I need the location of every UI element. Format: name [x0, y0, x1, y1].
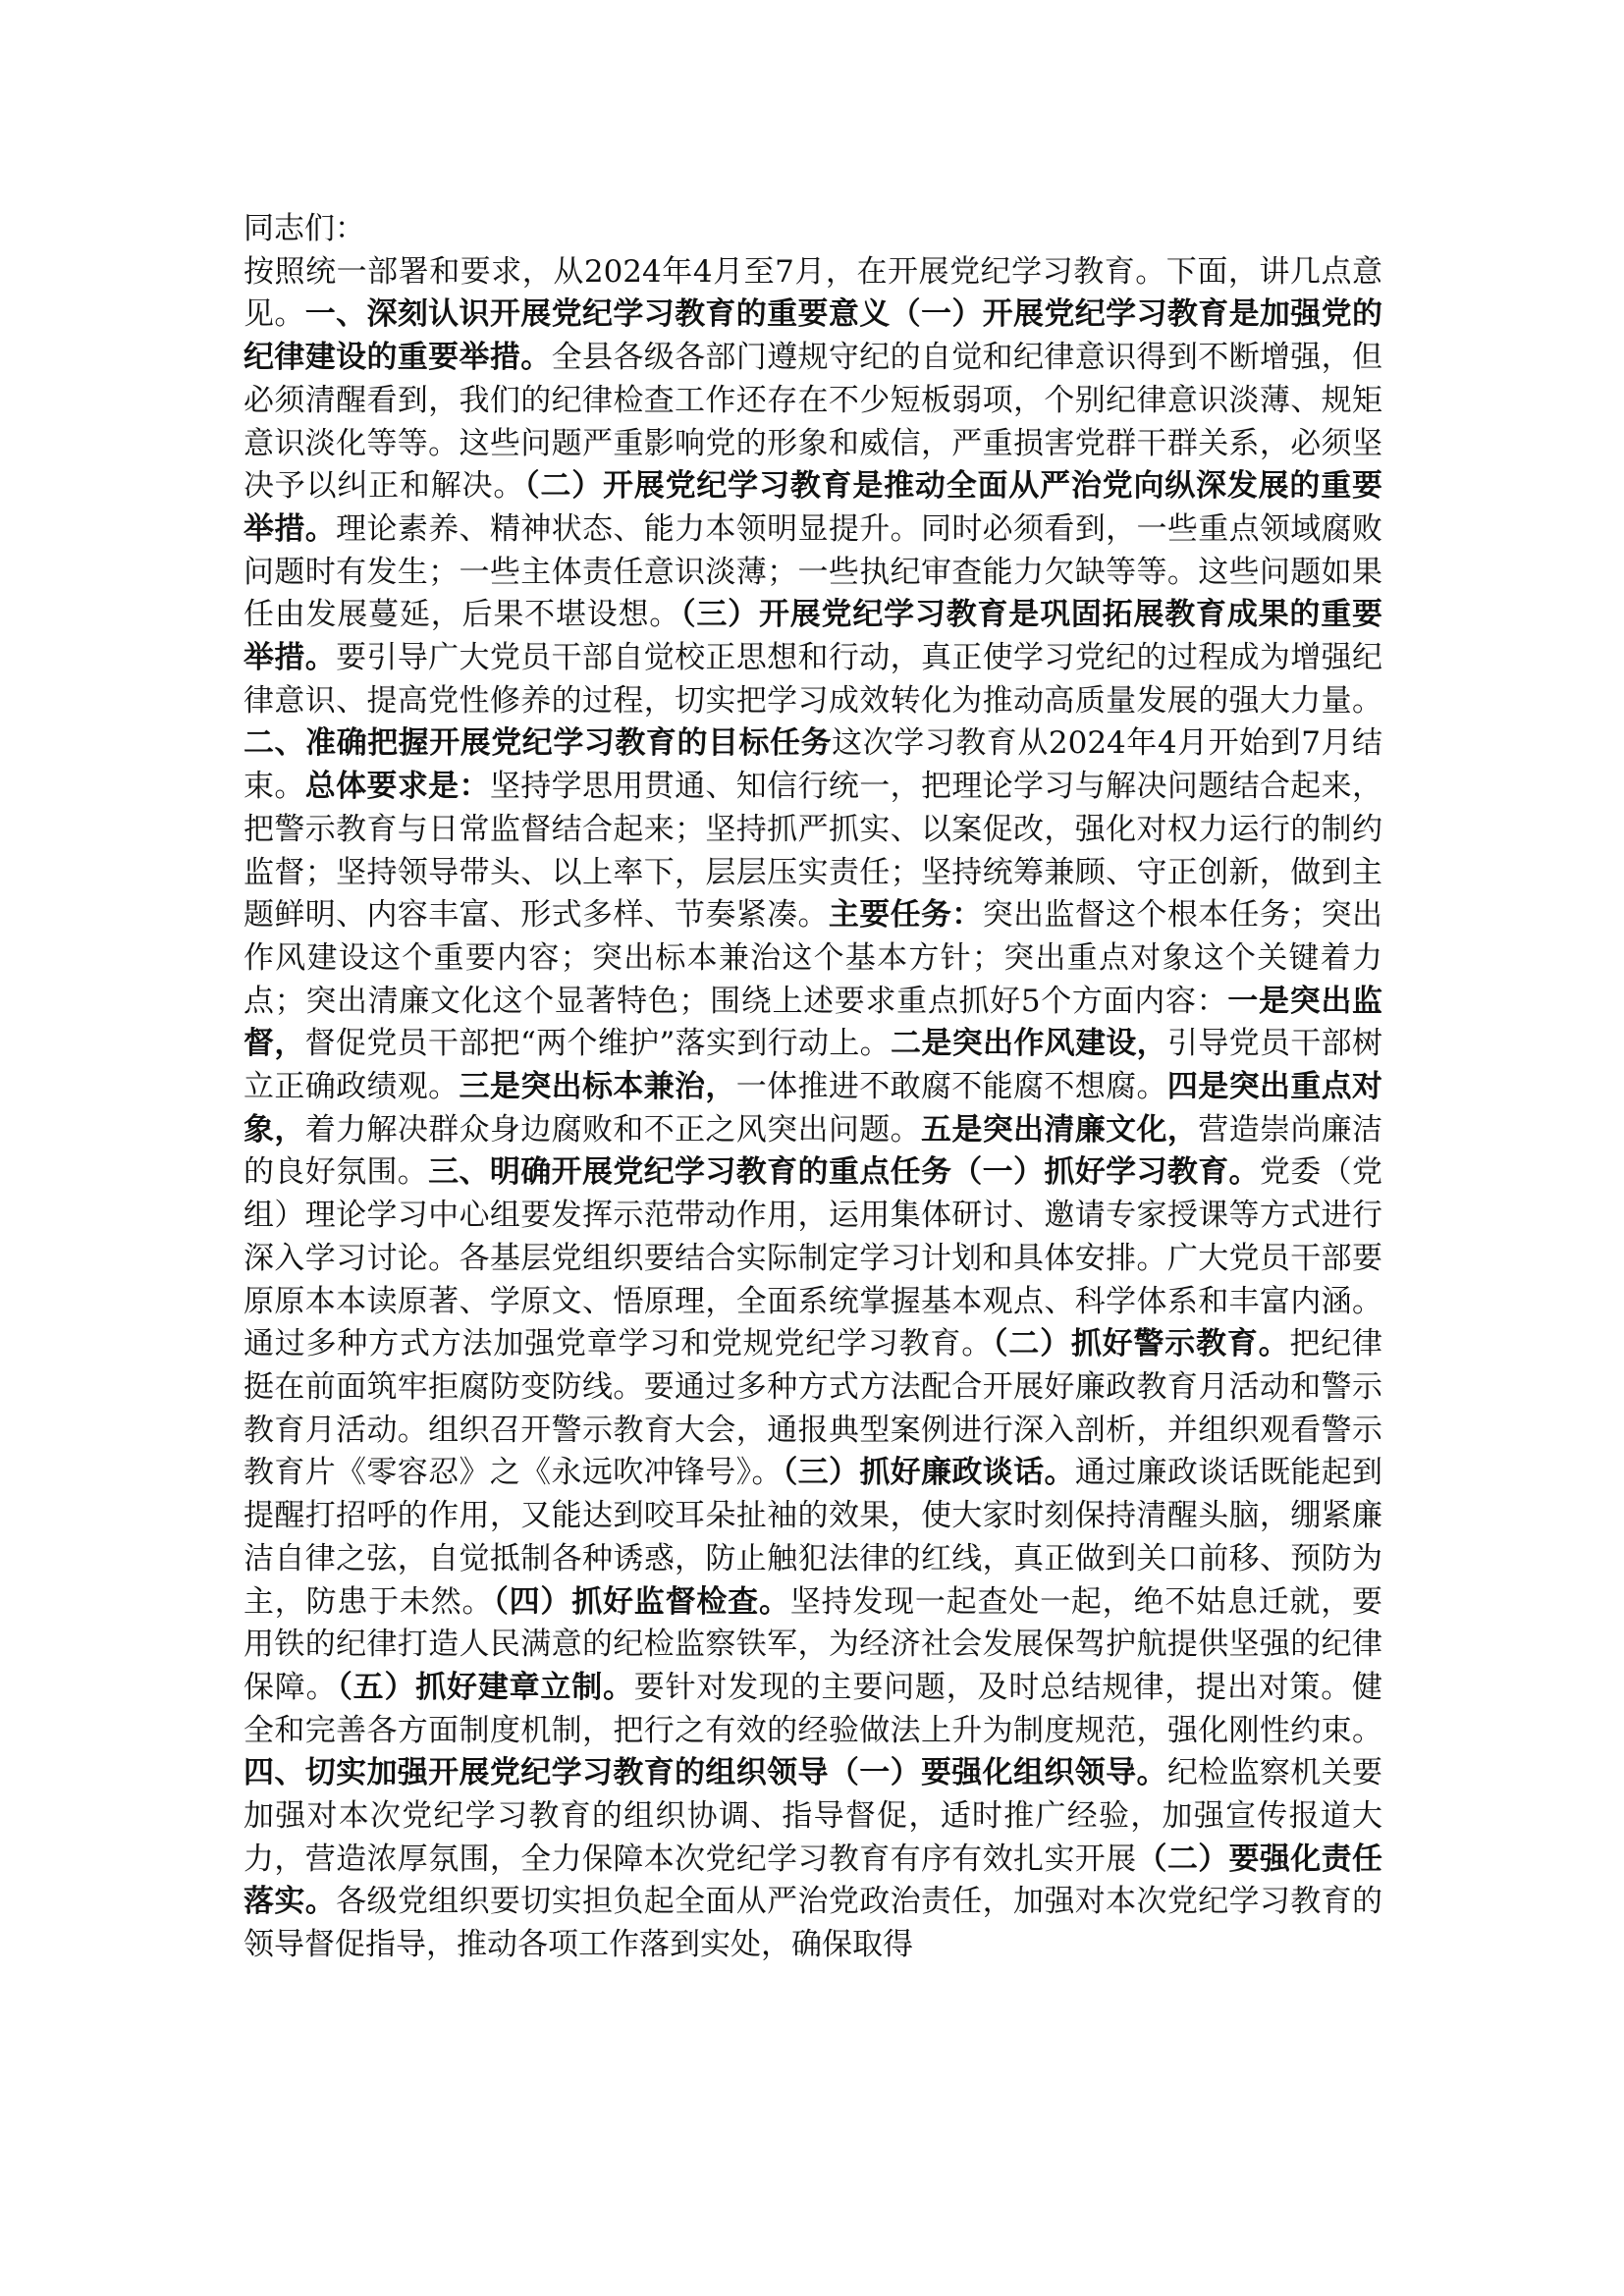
document-body: [244, 208, 1382, 1967]
section-heading: 三是突出标本兼治，: [459, 1069, 736, 1105]
section-heading: 一是突出监督，: [244, 983, 1382, 1062]
body-text: 突出监督这个根本任务；突出作风建设这个重要内容；突出标本兼治这个基本方针；突出重点对象这个关键着力点；突出清廉文化这个显著特色；围绕上述要求重点抓好5个方面内容：: [244, 897, 1383, 1019]
section-heading: （三）开展党纪学习教育是巩固拓展教育成果的重要举措。: [244, 597, 1383, 676]
body-text: 要引导广大党员干部自觉校正思想和行动，真正使学习党纪的过程成为增强纪律意识、提高党性修养的过程，切实把学习成效转化为推动高质量发展的强大力量。: [244, 640, 1383, 719]
body-text: 把纪律挺在前面筑牢拒腐防变防线。要通过多种方式方法配合开展好廉政教育月活动和警示教育月活动。组织召开警示教育大会，通报典型案例进行深入剖析，并组织观看警示教育片《零容忍》之《永远吹冲锋号》。: [244, 1326, 1383, 1491]
section-heading: （二）开展党纪学习教育是推动全面从严治党向纵深发展的重要举措。: [244, 468, 1382, 547]
section-heading: （三）抓好廉政谈话。: [782, 1455, 1075, 1491]
body-text: 这次学习教育从2024年4月开始到7月结束。: [244, 725, 1383, 805]
section-heading: （二）要强化责任落实。: [244, 1841, 1382, 1920]
body-text: 着力解决群众身边腐败和不正之风突出问题。: [304, 1111, 921, 1148]
greeting-line: 同志们：: [244, 211, 365, 246]
body-text: 引导党员干部树立正确政绩观。: [244, 1026, 1383, 1105]
body-text: 通过廉政谈话既能起到提醒打招呼的作用，又能达到咬耳朵扯袖的效果，使大家时刻保持清醒头脑，绷紧廉洁自律之弦，自觉抵制各种诱惑，防止触犯法律的红线，真正做到关口前移、预防为主，防患于未然。: [244, 1455, 1383, 1620]
body-text: 全县各级各部门遵规守纪的自觉和纪律意识得到不断增强，但必须清醒看到，我们的纪律检查工作还存在不少短板弱项，个别纪律意识淡薄、规矩意识淡化等等。这些问题严重影响党的形象和威信，严重损害党群干群关系，必须坚决予以纠正和解决。: [244, 340, 1383, 505]
body-text: 各级党组织要切实担负起全面从严治党政治责任，加强对本次党纪学习教育的领导督促指导，推动各项工作落到实处，确保取得: [244, 1884, 1383, 1963]
body-text: 理论素养、精神状态、能力本领明显提升。同时必须看到，一些重点领域腐败问题时有发生；一些主体责任意识淡薄；一些执纪审查能力欠缺等等。这些问题如果任由发展蔓延，后果不堪设想。: [244, 510, 1383, 633]
body-text: 一体推进不敢腐不能腐不想腐。: [735, 1069, 1167, 1105]
section-heading: 二、准确把握开展党纪学习教育的目标任务: [244, 725, 833, 762]
section-heading: 三、明确开展党纪学习教育的重点任务（一）抓好学习教育。: [428, 1154, 1260, 1191]
section-heading: （二）抓好警示教育。: [993, 1326, 1290, 1362]
body-text: 坚持发现一起查处一起，绝不姑息迁就，要用铁的纪律打造人民满意的纪检监察铁军，为经济社会发展保驾护航提供坚强的纪律保障。: [244, 1583, 1383, 1705]
body-text: 坚持学思用贯通、知信行统一，把理论学习与解决问题结合起来，把警示教育与日常监督结合起来；坚持抓严抓实、以案促改，强化对权力运行的制约监督；坚持领导带头、以上率下，层层压实责任；坚持统筹兼顾、守正创新，做到主题鲜明、内容丰富、形式多样、节奏紧凑。: [244, 769, 1383, 934]
section-heading: （四）抓好监督检查。: [493, 1583, 790, 1620]
section-heading: （五）抓好建章立制。: [337, 1669, 634, 1705]
body-text: 纪检监察机关要加强对本次党纪学习教育的组织协调、指导督促，适时推广经验，加强宣传报道大力，营造浓厚氛围，全力保障本次党纪学习教育有序有效扎实开展: [244, 1755, 1383, 1877]
body-text: 党委（党组）理论学习中心组要发挥示范带动作用，运用集体研讨、邀请专家授课等方式进行深入学习讨论。各基层党组织要结合实际制定学习计划和具体安排。广大党员干部要原原本本读原著、学原文、悟原理，全面系统掌握基本观点、科学体系和丰富内涵。通过多种方式方法加强党章学习和党规党纪学习教育。: [244, 1154, 1383, 1362]
section-heading: 主要任务：: [828, 897, 983, 934]
section-heading: 四是突出重点对象，: [244, 1069, 1383, 1148]
section-heading: 一、深刻认识开展党纪学习教育的重要意义（一）开展党纪学习教育是加强党的纪律建设的重要举措。: [244, 296, 1383, 376]
body-text: 营造崇尚廉洁的良好氛围。: [244, 1111, 1383, 1191]
section-heading: 四、切实加强开展党纪学习教育的组织领导（一）要强化组织领导。: [244, 1755, 1167, 1791]
body-text: 按照统一部署和要求，从2024年4月至7月，在开展党纪学习教育。下面，讲几点意见。: [244, 253, 1382, 333]
body-text: 督促党员干部把“两个维护”落实到行动上。: [304, 1026, 892, 1062]
body-text: 要针对发现的主要问题，及时总结规律，提出对策。健全和完善各方面制度机制，把行之有效的经验做法上升为制度规范，强化刚性约束。: [244, 1669, 1383, 1748]
section-heading: 五是突出清廉文化，: [920, 1111, 1199, 1148]
main-paragraph: [244, 251, 1382, 1967]
section-heading: 总体要求是：: [304, 769, 490, 805]
section-heading: 二是突出作风建设，: [891, 1026, 1168, 1062]
